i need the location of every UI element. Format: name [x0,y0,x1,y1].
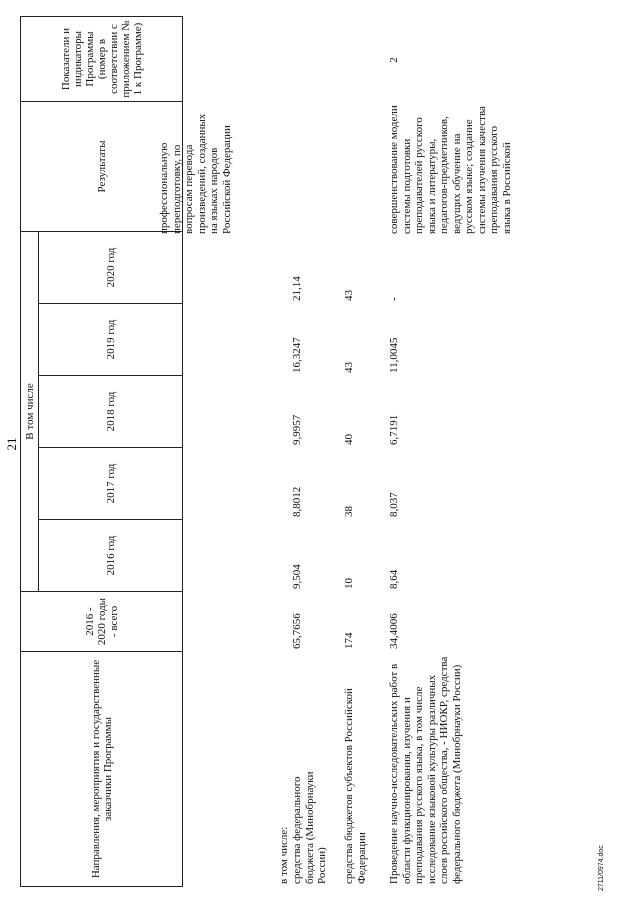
row-2020-federal: 21,14 [291,276,303,301]
header-indicators: Показатели и индикаторы Программы (номер в соответствии с приложением № 1 к Программе) [21,17,183,102]
header-in-total: В том числе [21,232,39,592]
header-year-2019: 2019 год [39,304,183,376]
header-year-2018: 2018 год [39,376,183,448]
row-2018-federal: 9,9957 [291,414,303,445]
row-label-research: Проведение научно-исследовательских работ в области функционирования, изучения и преподавания русского языка, в том числе исследование языковой культуры различных слоев российского общества, - НИОКР, средства федерального бюджета (Минобрнауки России) [388,656,463,884]
row-total-federal: 65,7656 [291,613,303,649]
header-year-2017: 2017 год [39,448,183,520]
carry-over-results: профессиональную переподготовку, по вопросам перевода произведений, созданных на языках народов Российской Федерации [158,113,233,234]
row-2017-regional: 38 [343,506,355,517]
row-2017-federal: 8,8012 [291,486,303,517]
header-total: 2016 - 2020 годы - всего [21,592,183,652]
row-2016-research: 8,64 [388,569,400,589]
header-direction: Направления, мероприятия и государственные заказчики Программы [21,652,183,887]
row-2016-regional: 10 [343,578,355,589]
row-2018-regional: 40 [343,434,355,445]
row-total-regional: 174 [343,632,355,649]
row-2017-research: 8,037 [388,492,400,517]
row-indicator-research: 2 [388,57,400,63]
footer-doc-code: 2711/0974.doc [598,845,605,891]
row-2020-regional: 43 [343,290,355,301]
row-2018-research: 6,7191 [388,414,400,445]
row-2019-regional: 43 [343,362,355,373]
row-total-research: 34,4006 [388,613,400,649]
row-label-federal: средства федерального бюджета (Минобрнауки России) [291,771,328,884]
header-year-2020: 2020 год [39,232,183,304]
page-number: 21 [4,437,19,451]
header-year-2016: 2016 год [39,520,183,592]
header-results: Результаты [21,102,183,232]
row-2019-research: 11,0045 [388,337,400,373]
row-2019-federal: 16,3247 [291,337,303,373]
row-label-in-total: в том числе: [278,826,290,884]
table-body [158,17,588,887]
row-results-research: совершенствование модели системы подготовки преподавателей русского языка и литературы, педагогов-предметников, ведущих обучение на русском языке; создание системы изучения качества преподавания русского языка в Российской [388,105,513,234]
row-2020-research: - [388,297,400,301]
row-label-regional: средства бюджетов субъектов Российской Федерации [343,688,368,884]
row-2016-federal: 9,504 [291,564,303,589]
